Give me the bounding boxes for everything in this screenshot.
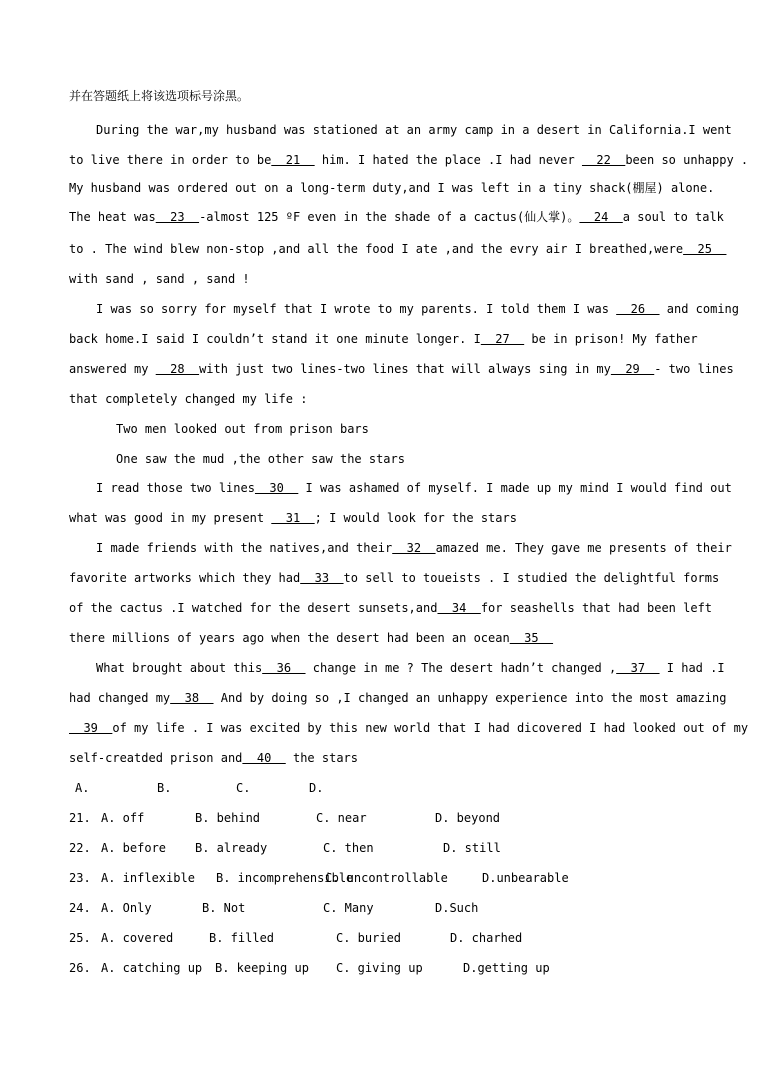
line-text: amazed me. They gave me presents of their (435, 541, 732, 555)
line-text: self-creatded prison and (69, 751, 243, 765)
option-c[interactable]: C. giving up (336, 961, 423, 975)
line-text: And by doing so ,I changed an unhappy experience into the most amazing (213, 691, 727, 705)
line-text: to sell to toueists . I studied the delightful forms (343, 571, 720, 585)
option-c[interactable]: C. near (316, 811, 367, 825)
blank-34: 34 (437, 601, 481, 615)
option-b[interactable]: B. Not (202, 901, 246, 915)
line-text: been so unhappy . (625, 153, 749, 167)
instruction-text: 并在答题纸上将该选项标号涂黑。 (69, 89, 250, 103)
option-a[interactable]: A. before (101, 841, 167, 855)
line-text: I read those two lines (96, 481, 255, 495)
line-text: of my life . I was excited by this new world that I had dicovered I had looked out of my (112, 721, 749, 735)
p5-line (96, 660, 725, 676)
line-text: I was so sorry for myself that I wrote to my parents. I told them I was (96, 302, 617, 316)
question-number: 26. (69, 961, 91, 975)
line-text: for seashells that had been left (480, 601, 713, 615)
p4-line (96, 540, 732, 556)
line-text: change in me ? The desert hadn’t changed , (305, 661, 617, 675)
line-text: favorite artworks which they had (69, 571, 301, 585)
blank-27: 27 (480, 332, 525, 346)
line-text: to . The wind blew non-stop ,and all the food I ate ,and the evry air I breathed,were (69, 242, 684, 256)
blank-39: 39 (69, 721, 113, 735)
p5-line (69, 720, 749, 736)
poem-line: Two men looked out from prison bars (116, 422, 369, 436)
option-letter: B. (157, 781, 172, 795)
line-text: I had .I (659, 661, 725, 675)
p4-line (69, 600, 713, 616)
option-letter: D. (309, 781, 324, 795)
poem-line: One saw the mud ,the other saw the stars (116, 452, 405, 466)
line-text: had changed my (69, 691, 171, 705)
p2-line (96, 301, 740, 317)
p5-line (69, 690, 727, 706)
p1-line (69, 241, 727, 257)
blank-24: 24 (579, 210, 623, 224)
blank-29: 29 (610, 362, 655, 376)
option-d[interactable]: D.unbearable (482, 871, 569, 885)
blank-37: 37 (616, 661, 660, 675)
p2-line (69, 361, 734, 377)
option-c[interactable]: C. Many (323, 901, 374, 915)
option-b[interactable]: B. keeping up (215, 961, 309, 975)
option-c[interactable]: C. buried (336, 931, 402, 945)
option-b[interactable]: B. already (195, 841, 268, 855)
option-d[interactable]: D. beyond (435, 811, 501, 825)
option-d[interactable]: D. still (443, 841, 501, 855)
p3-line (96, 480, 732, 496)
option-d[interactable]: D.getting up (463, 961, 550, 975)
line-text: - two lines (654, 362, 734, 376)
blank-22: 22 (581, 153, 626, 167)
blank-32: 32 (392, 541, 436, 555)
question-number: 23. (69, 871, 91, 885)
option-a[interactable]: A. catching up (101, 961, 203, 975)
line-text: I made friends with the natives,and their (96, 541, 393, 555)
line-text: there millions of years ago when the desert had been an ocean (69, 631, 510, 645)
option-a[interactable]: A. covered (101, 931, 174, 945)
p1-line: with sand , sand , sand ! (69, 272, 250, 286)
line-text: what was good in my present (69, 511, 272, 525)
blank-35: 35 (509, 631, 554, 645)
blank-40: 40 (242, 751, 286, 765)
p2-line (69, 331, 698, 347)
blank-30: 30 (254, 481, 299, 495)
question-number: 24. (69, 901, 91, 915)
line-text: The heat was (69, 210, 156, 224)
p4-line (69, 570, 720, 586)
option-a[interactable]: A. inflexible (101, 871, 195, 885)
option-letter: C. (236, 781, 251, 795)
option-a[interactable]: A. off (101, 811, 145, 825)
line-text: -almost 125 ºF even in the shade of a cactus(仙人掌)。 (199, 210, 580, 224)
option-c[interactable]: C. uncontrollable (325, 871, 448, 885)
option-c[interactable]: C. then (323, 841, 374, 855)
p1-line: During the war,my husband was stationed at an army camp in a desert in California.I went (96, 123, 732, 137)
blank-23: 23 (155, 210, 200, 224)
option-d[interactable]: D. charhed (450, 931, 523, 945)
p2-line: that completely changed my life : (69, 392, 308, 406)
option-b[interactable]: B. behind (195, 811, 261, 825)
line-text: with just two lines-two lines that will always sing in my (199, 362, 611, 376)
line-text: of the cactus .I watched for the desert sunsets,and (69, 601, 438, 615)
p1-line (69, 209, 724, 225)
line-text: back home.I said I couldn’t stand it one minute longer. I (69, 332, 481, 346)
option-letter: A. (75, 781, 90, 795)
line-text: him. I hated the place .I had never (314, 153, 582, 167)
question-number: 25. (69, 931, 91, 945)
blank-38: 38 (170, 691, 214, 705)
p3-line (69, 510, 693, 526)
blank-21: 21 (271, 153, 315, 167)
line-text: to live there in order to be (69, 153, 272, 167)
line-text: the stars (285, 751, 358, 765)
question-number: 21. (69, 811, 91, 825)
line-text: I was ashamed of myself. I made up my mind I would find out (298, 481, 732, 495)
blank-26: 26 (616, 302, 660, 316)
p4-line (69, 630, 693, 646)
line-text: What brought about this (96, 661, 263, 675)
option-d[interactable]: D.Such (435, 901, 479, 915)
p1-line (69, 152, 749, 168)
question-number: 22. (69, 841, 91, 855)
line-text: and coming (659, 302, 740, 316)
blank-33: 33 (300, 571, 344, 585)
blank-31: 31 (271, 511, 315, 525)
blank-25: 25 (683, 242, 727, 256)
blank-36: 36 (262, 661, 306, 675)
blank-28: 28 (155, 362, 200, 376)
line-text: be in prison! My father (524, 332, 698, 346)
p5-line (69, 750, 693, 766)
line-text: ; I would look for the stars (314, 511, 517, 525)
line-text: a soul to talk (622, 210, 724, 224)
option-b[interactable]: B. filled (209, 931, 275, 945)
p1-line: My husband was ordered out on a long-term duty,and I was left in a tiny shack(棚屋) alone. (69, 181, 715, 195)
option-b[interactable]: B. incomprehensible (216, 871, 354, 885)
option-a[interactable]: A. Only (101, 901, 152, 915)
line-text: answered my (69, 362, 156, 376)
